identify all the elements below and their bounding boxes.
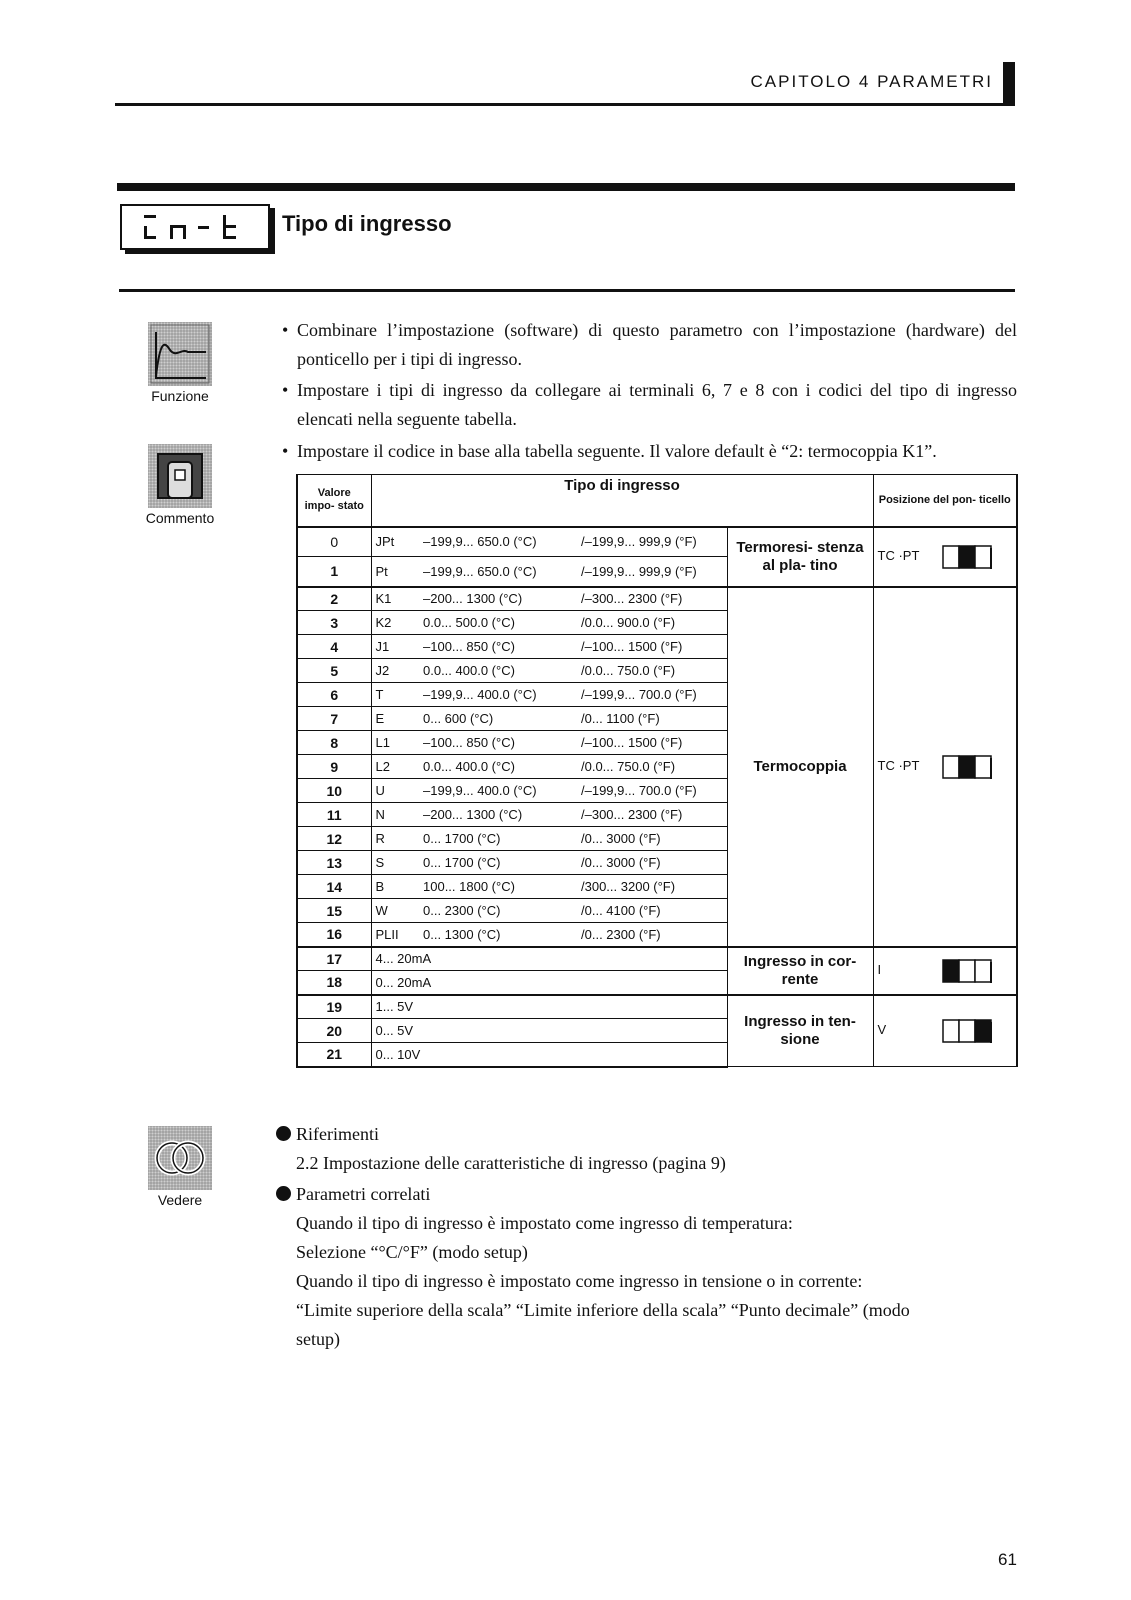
bullet-text: Combinare l’impostazione (software) di questo parametro con l’impostazione (hardware) del ponticello per i tipi di ingresso. [297,320,1017,369]
fahrenheit-range-cell: /–300... 2300 (°F) [577,803,727,827]
value-cell: 18 [297,971,371,995]
bullet-circle-icon [276,1186,291,1201]
celsius-range-cell: 0... 1700 (°C) [419,827,577,851]
celsius-range-cell: 0... 1300 (°C) [419,923,577,947]
celsius-range-cell: –199,9... 400.0 (°C) [419,779,577,803]
jumper-setting-icon [942,959,992,983]
signal-range-cell: 1... 5V [371,995,727,1019]
fahrenheit-range-cell: /0.0... 750.0 (°F) [577,755,727,779]
jumper-position-cell [873,947,1017,995]
jumper-position-label: TC ·PT [877,757,920,773]
bullet-item: • Impostare i tipi di ingresso da collegare ai terminali 6, 7 e 8 con i codici del tipo di ingresso elencati nella seguente tabella. [282,376,1017,434]
function-icon [148,322,212,386]
table-row [297,527,1017,557]
fahrenheit-range-cell: /0... 1100 (°F) [577,707,727,731]
sensor-code-cell: J1 [371,635,419,659]
sensor-code-cell: J2 [371,659,419,683]
jumper-position-label: V [877,1022,887,1038]
see-also-label: Vedere [157,1192,203,1208]
reference-link: 2.2 Impostazione delle caratteristiche di ingresso (pagina 9) [296,1153,726,1173]
value-cell: 5 [297,659,371,683]
seven-segment-display-icon [130,209,258,245]
fahrenheit-range-cell: /–199,9... 999,9 (°F) [577,557,727,587]
header-rule [115,103,1015,106]
jumper-position-cell [873,587,1017,947]
celsius-range-cell: 100... 1800 (°C) [419,875,577,899]
value-cell: 15 [297,899,371,923]
jumper-position-cell [873,995,1017,1067]
value-cell: 1 [297,557,371,587]
input-category-cell: Ingresso in cor- rente [727,947,873,995]
bullet-text: Impostare i tipi di ingresso da collegare ai terminali 6, 7 e 8 con i codici del tipo di ingresso elencati nella seguente tabella. [297,380,1017,429]
related-text: setup) [296,1329,340,1349]
function-label: Funzione [151,388,209,404]
related-text: Selezione “°C/°F” (modo setup) [296,1242,528,1262]
celsius-range-cell: 0.0... 500.0 (°C) [419,611,577,635]
input-category-cell: Termocoppia [727,587,873,947]
see-also-icon [148,1126,212,1190]
page-number: 61 [998,1550,1017,1569]
bullet-item: • Combinare l’impostazione (software) di questo parametro con l’impostazione (hardware) del ponticello per i tipi di ingresso. [282,316,1017,374]
bullet-item: • Impostare il codice in base alla tabella seguente. Il valore default è “2: termocoppia K1”. [282,437,1017,466]
sensor-code-cell: K2 [371,611,419,635]
sensor-code-cell: S [371,851,419,875]
chapter-heading: CAPITOLO 4 PARAMETRI [750,72,993,91]
related-text: Quando il tipo di ingresso è impostato come ingresso di temperatura: [296,1213,793,1233]
celsius-range-cell: 0... 600 (°C) [419,707,577,731]
references-heading: Riferimenti [276,1120,379,1149]
section-title-rule [119,289,1015,292]
fahrenheit-range-cell: /–199,9... 700.0 (°F) [577,779,727,803]
parameter-title: Tipo di ingresso [282,211,452,236]
sensor-code-cell: Pt [371,557,419,587]
value-cell: 2 [297,587,371,611]
value-cell: 10 [297,779,371,803]
value-cell: 17 [297,947,371,971]
celsius-range-cell: –100... 850 (°C) [419,635,577,659]
value-cell: 16 [297,923,371,947]
value-cell: 20 [297,1019,371,1043]
sensor-code-cell: W [371,899,419,923]
fahrenheit-range-cell: /0.0... 750.0 (°F) [577,659,727,683]
fahrenheit-range-cell: /–100... 1500 (°F) [577,731,727,755]
header-value: Valore impo- stato [297,475,371,527]
jumper-position-label: TC ·PT [877,547,920,563]
celsius-range-cell: 0.0... 400.0 (°C) [419,755,577,779]
fahrenheit-range-cell: /–199,9... 999,9 (°F) [577,527,727,557]
signal-range-cell: 0... 10V [371,1043,727,1067]
section-top-rule [117,183,1015,191]
sensor-code-cell: B [371,875,419,899]
fahrenheit-range-cell: /–100... 1500 (°F) [577,635,727,659]
sensor-code-cell: PLII [371,923,419,947]
input-category-cell: Termoresi- stenza al pla- tino [727,527,873,587]
fahrenheit-range-cell: /–199,9... 700.0 (°F) [577,683,727,707]
jumper-setting-icon [942,545,992,569]
fahrenheit-range-cell: /0... 3000 (°F) [577,827,727,851]
header-input-type: Tipo di ingresso [371,475,873,527]
celsius-range-cell: 0.0... 400.0 (°C) [419,659,577,683]
value-cell: 21 [297,1043,371,1067]
comment-label: Commento [145,510,215,526]
signal-range-cell: 0... 5V [371,1019,727,1043]
celsius-range-cell: –200... 1300 (°C) [419,803,577,827]
fahrenheit-range-cell: /300... 3200 (°F) [577,875,727,899]
related-text: Quando il tipo di ingresso è impostato come ingresso in tensione o in corrente: [296,1271,863,1291]
header-jumper-position: Posizione del pon- ticello [873,475,1017,527]
value-cell: 7 [297,707,371,731]
celsius-range-cell: 0... 2300 (°C) [419,899,577,923]
sensor-code-cell: E [371,707,419,731]
celsius-range-cell: –199,9... 400.0 (°C) [419,683,577,707]
jumper-position-label: I [877,961,882,977]
input-category-cell: Ingresso in ten- sione [727,995,873,1067]
table-row [297,947,1017,971]
bullet-circle-icon [276,1126,291,1141]
celsius-range-cell: 0... 1700 (°C) [419,851,577,875]
sensor-code-cell: N [371,803,419,827]
celsius-range-cell: –100... 850 (°C) [419,731,577,755]
value-cell: 3 [297,611,371,635]
related-text: “Limite superiore della scala” “Limite inferiore della scala” “Punto decimale” (modo [296,1300,910,1320]
related-params-heading: Parametri correlati [276,1180,430,1209]
sensor-code-cell: U [371,779,419,803]
jumper-setting-icon [942,1019,992,1043]
celsius-range-cell: –200... 1300 (°C) [419,587,577,611]
input-type-table [296,474,1016,1066]
jumper-position-cell [873,527,1017,587]
value-cell: 8 [297,731,371,755]
fahrenheit-range-cell: /0... 4100 (°F) [577,899,727,923]
fahrenheit-range-cell: /0... 3000 (°F) [577,851,727,875]
value-cell: 19 [297,995,371,1019]
value-cell: 6 [297,683,371,707]
celsius-range-cell: –199,9... 650.0 (°C) [419,527,577,557]
jumper-setting-icon [942,755,992,779]
celsius-range-cell: –199,9... 650.0 (°C) [419,557,577,587]
signal-range-cell: 4... 20mA [371,947,727,971]
sensor-code-cell: L1 [371,731,419,755]
sensor-code-cell: T [371,683,419,707]
signal-range-cell: 0... 20mA [371,971,727,995]
table-row [297,995,1017,1019]
fahrenheit-range-cell: /–300... 2300 (°F) [577,587,727,611]
sensor-code-cell: R [371,827,419,851]
value-cell: 9 [297,755,371,779]
value-cell: 13 [297,851,371,875]
value-cell: 12 [297,827,371,851]
sensor-code-cell: K1 [371,587,419,611]
value-cell: 11 [297,803,371,827]
fahrenheit-range-cell: /0... 2300 (°F) [577,923,727,947]
comment-icon [148,444,212,508]
sensor-code-cell: L2 [371,755,419,779]
value-cell: 4 [297,635,371,659]
value-cell: 14 [297,875,371,899]
sensor-code-cell: JPt [371,527,419,557]
chapter-marker-bar [1003,62,1015,106]
parameter-display-box [120,204,270,250]
table-row [297,587,1017,611]
value-cell: 0 [297,527,371,557]
fahrenheit-range-cell: /0.0... 900.0 (°F) [577,611,727,635]
bullet-text: Impostare il codice in base alla tabella seguente. Il valore default è “2: termocoppia K1”. [297,441,937,461]
